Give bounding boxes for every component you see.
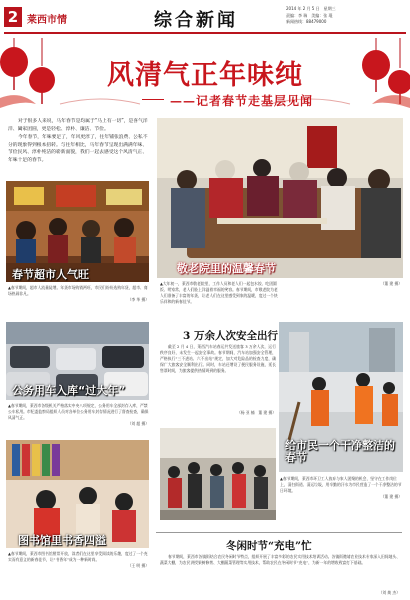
photo-title: 图书馆里书香四溢 bbox=[18, 534, 106, 547]
section-name: 莱西市情 bbox=[27, 15, 67, 26]
photo-caption-continued bbox=[282, 281, 402, 287]
sub-headline: ——记者春节走基层见闻 bbox=[170, 94, 314, 108]
masthead-meta bbox=[286, 6, 336, 26]
photo-supermarket bbox=[6, 181, 149, 282]
intro-paragraph: 对于很多人来说，马年春节是均属于“马上有一切”，是喜气洋洋、阖家团圆，更是轻松、淳朴、廉洁、节俭。 bbox=[8, 119, 148, 132]
masthead bbox=[4, 4, 406, 34]
photo-title: 给市民一个干净整洁的春节 bbox=[285, 439, 395, 464]
editor-line: 责编：李 瑞 美编：张 琨 bbox=[286, 12, 333, 18]
photo-market-street bbox=[160, 428, 276, 520]
photo-caption: ▲春节期间，莱西市图书馆照常开放，读者们在这里享受阅读的乐趣，度过了一个充实而有意义的新春佳节，让“书香年”成为一种新时尚。 （王 明 摄） bbox=[8, 551, 149, 568]
photo-credit: （刘 超 摄） bbox=[127, 421, 149, 426]
article-title: 3 万余人次安全出行 bbox=[183, 330, 278, 342]
photo-caption: ▲春节期间，莱西市环卫工人放弃与家人团聚的机会，坚守在工作岗位上，清扫街道、清运垃圾，用辛勤的汗水为市民营造了一个干净整洁的节日环境。 （董 建 摄） bbox=[280, 476, 402, 499]
photo-library bbox=[6, 440, 149, 548]
photo-nursing-home bbox=[157, 118, 403, 278]
main-headline: 风清气正年味纯 bbox=[107, 60, 303, 91]
article-title: 冬闲时节“充电”忙 bbox=[226, 540, 312, 552]
article-credit: （刘 焕 杰） bbox=[378, 590, 400, 595]
photo-caption: ▲春节期间，莱西市各级机关严格落实中央八项规定，公务用车全部封存入库，严禁公车私用。市纪委监察局组织人员对各单位公务用车封存情况进行了督查检查，确保风清气正。 （刘 超 摄） bbox=[8, 403, 149, 426]
article-body: 春节期间，莱西市各镇街结合农民冬闲时节特点，组织开展了丰富多彩的农民实用技术培训活动。各镇街邀请农业技术专家深入田间地头、蔬菜大棚，为农民讲授果树修剪、大棚蔬菜管理等实用技术，帮助农民在冬闲时节“充电”，为新一年的增收致富打下基础。 bbox=[160, 554, 400, 565]
photo-title: 敬老院里的温馨春节 bbox=[177, 262, 276, 275]
photo-credit: （董 建 摄） bbox=[380, 281, 402, 286]
photo-caption: ▲大年初一，莱西市敬老院里，工作人员和老人们一起包水饺、吃团圆饭、唠家常，老人们脸上洋溢着幸福的笑容。春节期间，市敬老院为老人们准备了丰富的年货，让老人们在这里感受到家的温暖，度过一个快乐祥和的新春佳节。 bbox=[160, 281, 278, 304]
intro-paragraph: 今年春节，年味要足了，年风更淳了，往年铺张浪费、公私不分的现象得到根本扭转。与往年相比，马年春节呈现出满满年味、节俭民风、淳朴纯洁的崭新面貌，我们一起去感受这个风清气正、年味十足的春节。 bbox=[8, 135, 148, 163]
headline-banner bbox=[0, 38, 410, 114]
photo-caption: ▲春节期间，超市人流量陡增。年货市场购销两旺，市民们纷纷选购年货，超市、商场热闹非凡。 （李 华 摄） bbox=[8, 285, 149, 302]
photo-credit: （董 建 摄） bbox=[380, 494, 402, 499]
section-divider bbox=[156, 532, 402, 533]
photo-credit: （王 明 摄） bbox=[127, 563, 149, 568]
article-body: 截至 2 月 4 日，莱西汽车站春运共发送旅客 3 万余人次，运行秩序良好，未发生一起安全事故。春节期间，汽车站加强安全管理，严格执行“三不进站、六不出站”规定，加大对危险品的检查力度，确保广大旅客安全顺利出行。同时，车站还增设了便民服务设施，延长售票时间，为旅客提供热情周到的服务。 bbox=[160, 344, 276, 373]
page-number: 2 bbox=[4, 7, 22, 27]
photo-sanitation bbox=[279, 322, 403, 472]
intro-text bbox=[8, 118, 150, 166]
hotline: 新闻热线：88479000 bbox=[286, 19, 327, 24]
photo-title: 公务用车入库“过大年” bbox=[12, 384, 126, 397]
page-title: 综合新闻 bbox=[154, 10, 238, 31]
photo-title: 春节超市人气旺 bbox=[12, 268, 89, 281]
photo-official-cars bbox=[6, 322, 149, 400]
issue-date: 2014 年 2 月 5 日 星期三 bbox=[286, 6, 336, 11]
photo-credit: （李 华 摄） bbox=[127, 297, 149, 302]
article-credit: （杨 亚 楠 董 建 摄） bbox=[237, 410, 276, 415]
nursing-home-image bbox=[157, 118, 403, 278]
market-street-image bbox=[160, 428, 276, 520]
